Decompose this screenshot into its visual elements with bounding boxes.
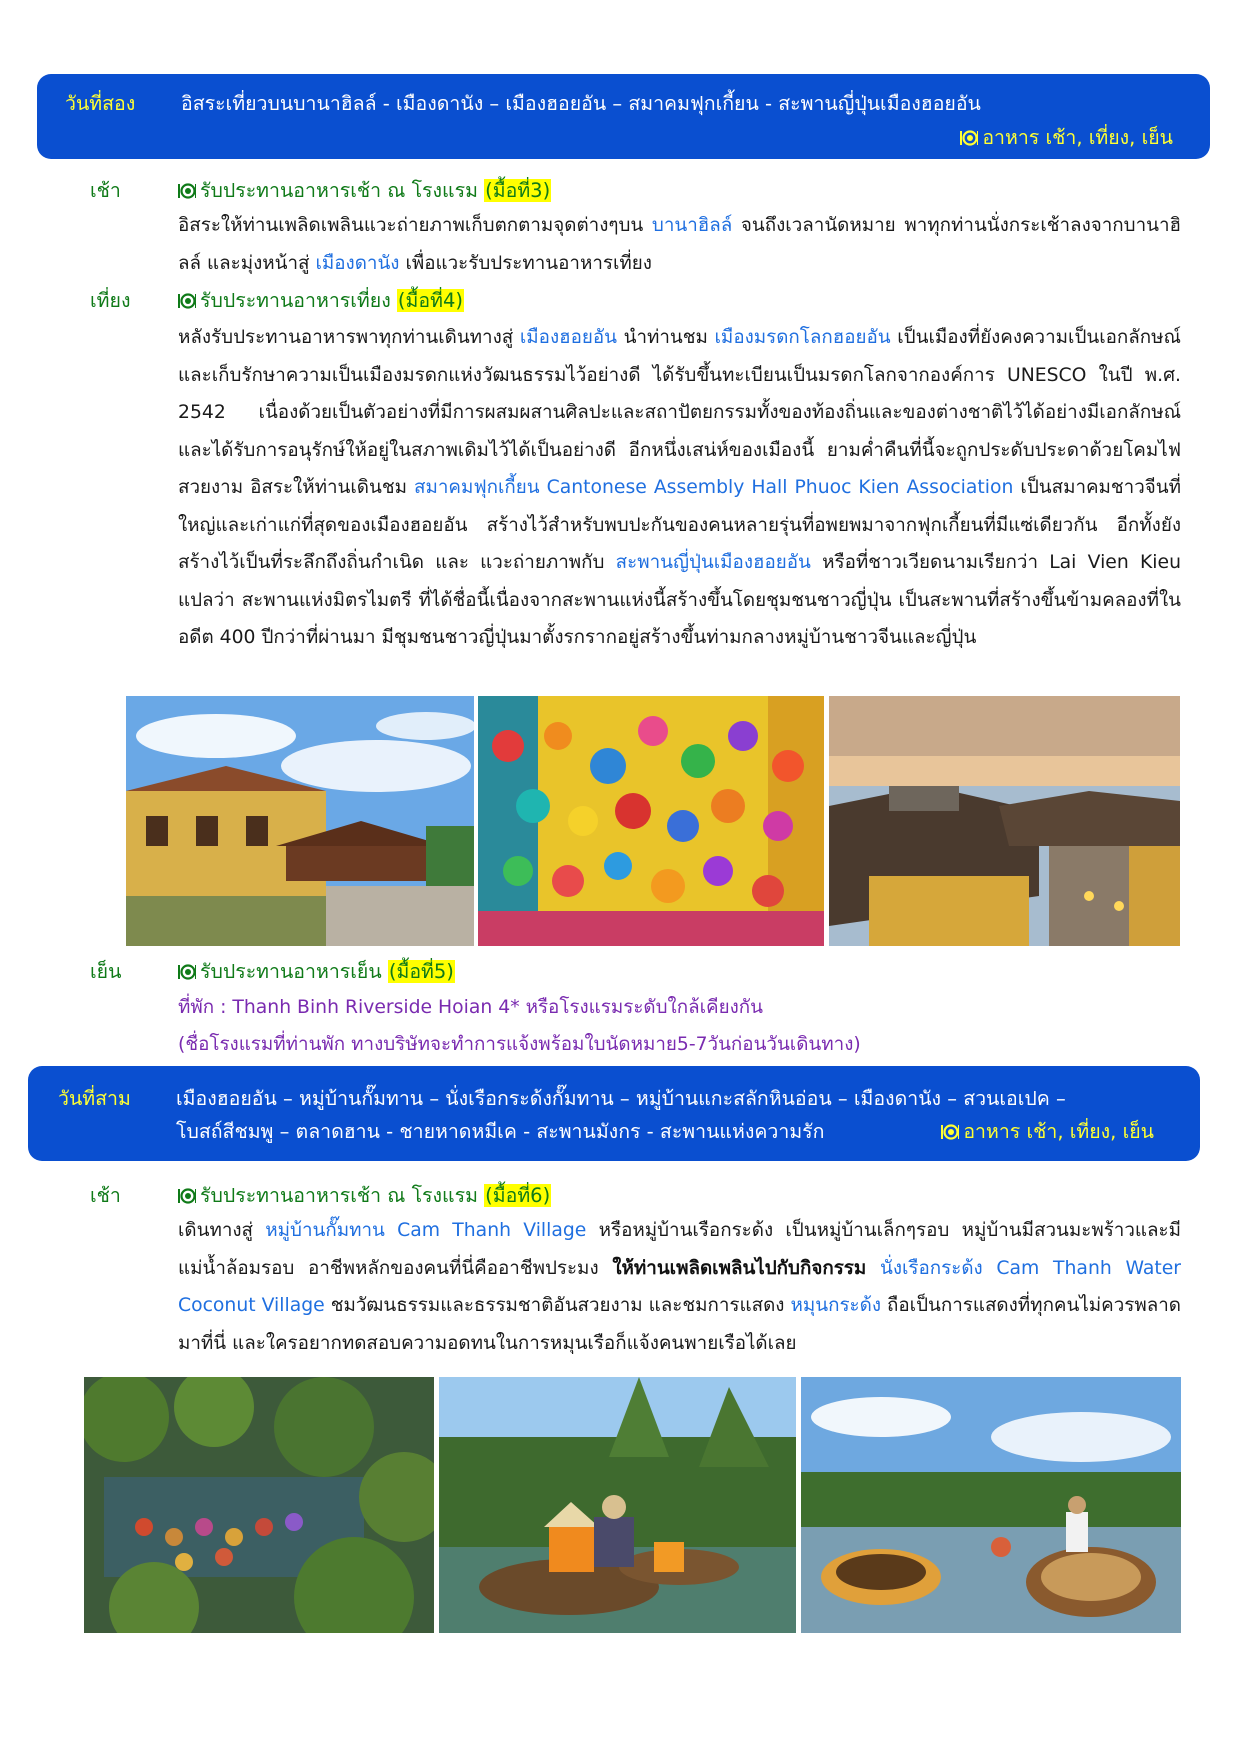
photo-hoi-an-rooftops (829, 696, 1180, 946)
link-basket-boat[interactable]: นั่งเรือกระด้ง Cam Thanh Water Coconut Village (178, 1257, 1181, 1316)
day3-morning-meal-label: รับประทานอาหารเช้า ณ โรงแรม (200, 1184, 478, 1207)
day2-meals-label: อาหาร เช้า, เที่ยง, เย็น (982, 126, 1173, 149)
day2-noon-slot: เที่ยง (90, 289, 131, 312)
link-japanese-bridge[interactable]: สะพานญี่ปุ่นเมืองฮอยอัน (615, 552, 811, 573)
plate-icon (941, 1124, 959, 1140)
meal-number-badge: (มื้อที่3) (485, 179, 551, 202)
day3-morning-meal (178, 1180, 551, 1211)
day3-banner (28, 1066, 1200, 1161)
text-bold: ให้ท่านเพลิดเพลินไปกับกิจกรรม (612, 1257, 867, 1279)
text: เพื่อแวะรับประทานอาหารเที่ยง (405, 252, 652, 274)
day2-route: อิสระเที่ยวบนบานาฮิลล์ - เมืองดานัง – เมืองฮอยอัน – สมาคมฟุกเกี้ยน - สะพานญี่ปุ่นเมืองฮอยอัน (181, 92, 981, 115)
meal-number-badge: (มื้อที่4) (397, 289, 463, 312)
day3-meals (941, 1116, 1154, 1147)
photo-coconut-aerial (84, 1377, 434, 1633)
day2-noon-meal-label: รับประทานอาหารเที่ยง (200, 289, 391, 312)
plate-icon (178, 183, 196, 199)
link-bana-hills[interactable]: บานาฮิลล์ (651, 215, 733, 236)
day2-evening-slot: เย็น (90, 960, 122, 983)
photo-lanterns (478, 696, 824, 946)
text: ชมวัฒนธรรมและธรรมชาติอันสวยงาม และชมการแสดง (330, 1295, 785, 1316)
day2-morning-meal-label: รับประทานอาหารเช้า ณ โรงแรม (200, 179, 478, 202)
day2-noon-paragraph (178, 319, 1181, 657)
link-danang[interactable]: เมืองดานัง (315, 252, 400, 274)
day3-route-line1: เมืองฮอยอัน – หมู่บ้านกั๊มทาน – นั่งเรือกระด้งกั๊มทาน – หมู่บ้านแกะสลักหินอ่อน – เมืองดานัง – สวนเอเปค – (176, 1087, 1066, 1110)
day3-morning-slot: เช้า (90, 1184, 121, 1207)
text: หรือหมู่บ้านเรือกระด้ง เป็นหมู่บ้านเล็กๆรอบ หมู่บ้านมีสวนมะพร้าวและมีแม่น้ำล้อมรอบ อาชีพหลักของคนที่นี่คืออาชีพประมง (178, 1220, 1181, 1279)
plate-icon (178, 1188, 196, 1204)
text: หรือที่ชาวเวียดนามเรียกว่า Lai Vien Kieu แปลว่า สะพานแห่งมิตรไมตรี ที่ได้ชื่อนี้เนื่องจากสะพานแห่งนี้สร้างขึ้นโดยชุมชนชาวญี่ปุ่น เป็นสะพานที่สร้างขึ้นข้ามคลองที่ในอดีต 400 ปีกว่าที่ผ่านมา มีชุมชนชาวญี่ปุ่นมาตั้งรกรากอยู่สร้างขึ้นท่ามกลางหมู่บ้านชาวจีนและญี่ปุ่น (178, 552, 1181, 648)
photo-basket-boat-spinning (801, 1377, 1181, 1633)
day2-banner (37, 74, 1210, 159)
day2-morning-paragraph (178, 207, 1181, 282)
day3-route-line2: โบสถ์สีชมพู – ตลาดฮาน - ชายหาดหมีเค - สะพานมังกร - สะพานแห่งความรัก (176, 1120, 825, 1143)
meal-number-badge: (มื้อที่5) (388, 960, 454, 983)
text: เป็นสมาคมชาวจีนที่ใหญ่และเก่าแก่ที่สุดของเมืองฮอยอัน สร้างไว้สำหรับพบปะกันของคนหลายรุ่นที่อพยพมาจากฟุกเกี้ยนที่มีแซ่เดียวกัน อีกทั้งยังสร้างไว้เป็นที่ระลึกถึงถิ่นกำเนิด และ แวะถ่ายภาพกับ (178, 477, 1181, 573)
link-phuoc-kien[interactable]: สมาคมฟุกเกี้ยน Cantonese Assembly Hall Phuoc Kien Association (413, 477, 1014, 498)
day2-morning-meal (178, 175, 551, 206)
plate-icon (178, 964, 196, 980)
link-hoi-an[interactable]: เมืองฮอยอัน (519, 327, 617, 348)
text: ถือเป็นการแสดงที่ทุกคนไม่ควรพลาดมาที่นี่ และใครอยากทดสอบความอดทนในการหมุนเรือก็แจ้งคนพายเรือได้เลย (178, 1295, 1181, 1354)
day2-noon-meal (178, 285, 464, 316)
photo-japanese-bridge (126, 696, 474, 946)
hotel-note: (ชื่อโรงแรมที่ท่านพัก ทางบริษัทจะทำการแจ้งพร้อมใบนัดหมาย5-7วันก่อนวันเดินทาง) (178, 1034, 861, 1055)
day2-label: วันที่สอง (65, 92, 136, 115)
plate-icon (960, 130, 978, 146)
text: เดินทางสู่ (178, 1220, 254, 1241)
plate-icon (178, 293, 196, 309)
day3-morning-paragraph (178, 1212, 1181, 1362)
link-hoi-an-heritage[interactable]: เมืองมรดกโลกฮอยอัน (714, 327, 891, 348)
day3-meals-label: อาหาร เช้า, เที่ยง, เย็น (963, 1120, 1154, 1143)
day2-evening-meal (178, 956, 455, 987)
meal-number-badge: (มื้อที่6) (485, 1184, 551, 1207)
link-spinning-show[interactable]: หมุนกระด้ง (790, 1295, 881, 1316)
day2-meals (960, 122, 1173, 153)
text: อิสระให้ท่านเพลิดเพลินแวะถ่ายภาพเก็บตกตามจุดต่างๆบน (178, 215, 644, 236)
day2-evening-meal-label: รับประทานอาหารเย็น (200, 960, 382, 983)
text: นำท่านชม (623, 327, 708, 348)
hotel-info: ที่พัก : Thanh Binh Riverside Hoian 4* หรือโรงแรมระดับใกล้เคียงกัน (178, 997, 763, 1018)
text: จนถึงเวลานัดหมาย พาทุกท่านนั่งกระเช้าลงจากบานาฮิลล์ และมุ่งหน้าสู่ (178, 215, 1181, 274)
text: หลังรับประทานอาหารพาทุกท่านเดินทางสู่ (178, 327, 514, 348)
day2-morning-slot: เช้า (90, 179, 121, 202)
link-cam-thanh-village[interactable]: หมู่บ้านกั๊มทาน Cam Thanh Village (265, 1220, 587, 1241)
photo-basket-boat-tourists (439, 1377, 796, 1633)
text: เป็นเมืองที่ยังคงความเป็นเอกลักษณ์และเก็บรักษาความเป็นเมืองมรดกแห่งวัฒนธรรมไว้อย่างดี ได้รับขึ้นทะเบียนเป็นมรดกโลกจากองค์การ UNESCO ในปี พ.ศ. 2542 เนื่องด้วยเป็นตัวอย่างที่มีการผสมผสานศิลปะและสถาปัตยกรรมทั้งของท้องถิ่นและของต่างชาติไว้ได้อย่างมีเอกลักษณ์ และได้รับการอนุรักษ์ให้อยู่ในสภาพเดิมไว้ได้เป็นอย่างดี อีกหนึ่งเสน่ห์ของเมืองนี้ ยามค่ำคืนที่นี้จะถูกประดับประดาด้วยโคมไฟสวยงาม อิสระให้ท่านเดินชม (178, 327, 1181, 498)
day3-label: วันที่สาม (58, 1087, 131, 1110)
